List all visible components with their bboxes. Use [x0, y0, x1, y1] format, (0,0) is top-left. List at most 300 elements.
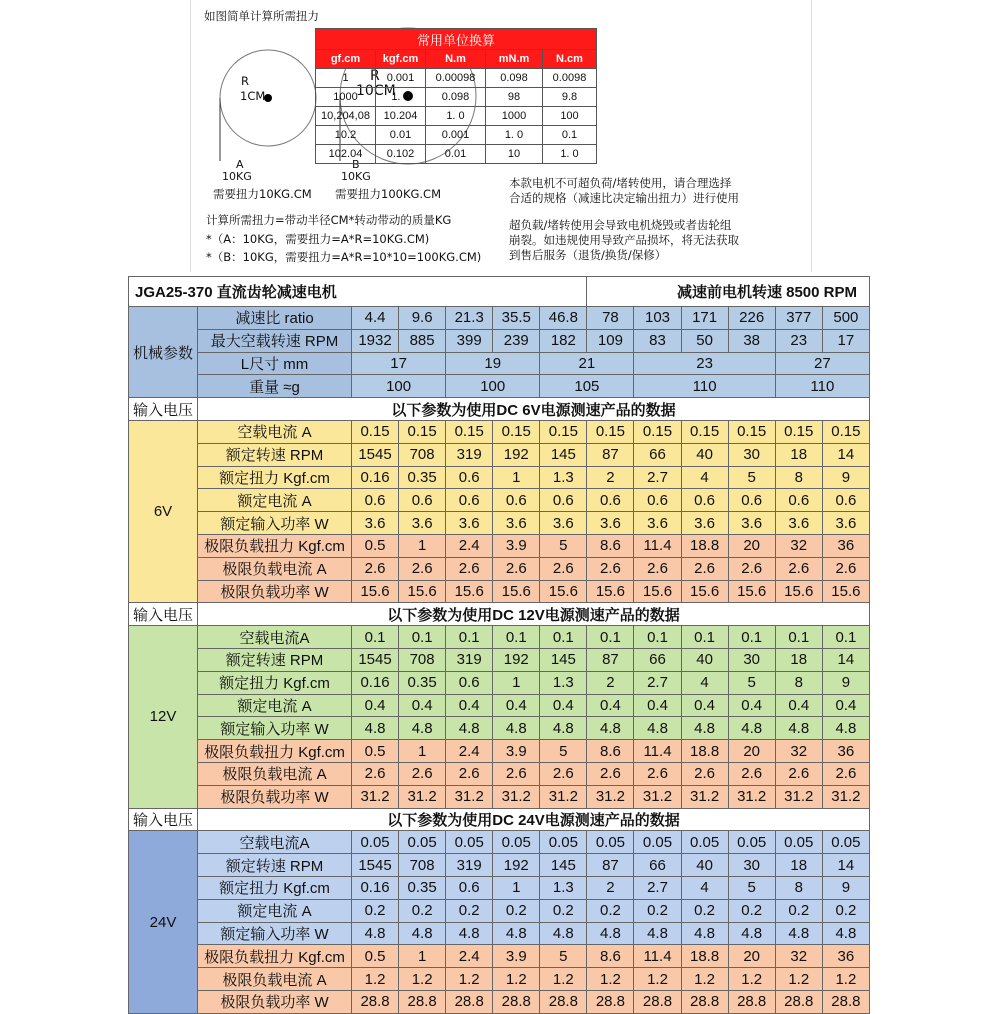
param-label: 额定扭力 Kgf.cm	[198, 671, 352, 694]
param-cell: 31.2	[399, 785, 446, 808]
right-weight-letter: B	[352, 158, 360, 171]
param-cell: 1	[399, 534, 446, 557]
param-cell: 1.3	[540, 876, 587, 899]
param-cell: 36	[822, 534, 869, 557]
param-cell: 28.8	[493, 990, 540, 1013]
ratio-label: 减速比 ratio	[198, 307, 352, 330]
unit-table-cell: 0.0098	[543, 69, 597, 88]
spec-table	[128, 276, 870, 1014]
param-label: 额定输入功率 W	[198, 922, 352, 945]
param-cell: 32	[775, 534, 822, 557]
param-cell: 15.6	[728, 580, 775, 603]
param-label: 极限负载扭力 Kgf.cm	[198, 534, 352, 557]
param-cell: 145	[540, 854, 587, 877]
table-row	[129, 694, 870, 717]
param-cell: 30	[728, 648, 775, 671]
table-row	[129, 762, 870, 785]
param-cell: 20	[728, 945, 775, 968]
param-cell: 15.6	[540, 580, 587, 603]
unit-table-cell: 0.001	[426, 126, 486, 145]
param-cell: 319	[446, 854, 493, 877]
param-cell: 0.2	[728, 899, 775, 922]
unit-table-cell: 1000	[486, 107, 543, 126]
unit-table-cell: 0.001	[376, 69, 426, 88]
table-row	[129, 489, 870, 512]
param-cell: 0.1	[493, 626, 540, 649]
param-cell: 0.4	[540, 694, 587, 717]
right-radius-label: 10CM	[356, 83, 396, 99]
param-cell: 3.6	[352, 512, 399, 535]
param-label: 额定电流 A	[198, 899, 352, 922]
param-cell: 0.6	[728, 489, 775, 512]
length-cell: 17	[352, 352, 446, 375]
noload-rpm-cell: 239	[493, 329, 540, 352]
param-cell: 0.05	[634, 831, 681, 854]
param-cell: 0.35	[399, 466, 446, 489]
param-cell: 2.6	[728, 557, 775, 580]
unit-table-header: mN.m	[486, 50, 543, 69]
param-cell: 2.4	[446, 945, 493, 968]
note-b: *（B：10KG，需要扭力=A*R=10*10=100KG.CM)	[206, 250, 482, 264]
param-cell: 0.05	[493, 831, 540, 854]
diagram-title: 如图简单计算所需扭力	[204, 9, 319, 23]
param-cell: 87	[587, 648, 634, 671]
param-cell: 8	[775, 466, 822, 489]
param-cell: 3.6	[728, 512, 775, 535]
param-cell: 0.6	[446, 671, 493, 694]
param-cell: 18	[775, 443, 822, 466]
param-cell: 1.3	[540, 671, 587, 694]
right-r-label: R	[370, 68, 380, 84]
param-cell: 40	[681, 648, 728, 671]
param-cell: 32	[775, 740, 822, 763]
param-cell: 4.8	[493, 922, 540, 945]
param-cell: 28.8	[540, 990, 587, 1013]
param-cell: 4.8	[399, 922, 446, 945]
param-cell: 3.6	[540, 512, 587, 535]
unit-table-cell: 10	[486, 145, 543, 164]
param-cell: 2.7	[634, 466, 681, 489]
table-row	[129, 420, 870, 443]
param-cell: 0.2	[681, 899, 728, 922]
param-cell: 0.4	[775, 694, 822, 717]
param-cell: 5	[728, 876, 775, 899]
param-cell: 15.6	[399, 580, 446, 603]
mech-params-label: 机械参数	[129, 307, 198, 398]
unit-table-header: gf.cm	[316, 50, 376, 69]
note-a: *（A：10KG，需要扭力=A*R=10KG.CM)	[206, 232, 430, 246]
param-label: 极限负载扭力 Kgf.cm	[198, 945, 352, 968]
rpm-title: 减速前电机转速 8500 RPM	[587, 277, 870, 307]
noload-rpm-cell: 109	[587, 329, 634, 352]
param-cell: 31.2	[446, 785, 493, 808]
warning-2-line-2: 崩裂。如违规使用导致产品损坏，将无法获取	[509, 233, 739, 247]
param-cell: 9	[822, 466, 869, 489]
weight-cell: 110	[634, 375, 775, 398]
param-cell: 0.1	[728, 626, 775, 649]
param-cell: 1.2	[493, 968, 540, 991]
param-cell: 3.9	[493, 945, 540, 968]
param-cell: 31.2	[587, 785, 634, 808]
param-cell: 1	[399, 740, 446, 763]
param-cell: 0.1	[446, 626, 493, 649]
param-cell: 28.8	[822, 990, 869, 1013]
param-cell: 0.05	[728, 831, 775, 854]
param-cell: 2.6	[681, 557, 728, 580]
ratio-cell: 4.4	[352, 307, 399, 330]
table-row	[129, 831, 870, 854]
param-label: 额定转速 RPM	[198, 854, 352, 877]
param-cell: 0.4	[728, 694, 775, 717]
param-cell: 1545	[352, 443, 399, 466]
param-cell: 2.6	[822, 557, 869, 580]
weight-cell: 105	[540, 375, 634, 398]
param-cell: 1.2	[775, 968, 822, 991]
param-cell: 2.6	[399, 557, 446, 580]
param-cell: 0.2	[540, 899, 587, 922]
table-row	[129, 968, 870, 991]
param-cell: 2	[587, 876, 634, 899]
param-cell: 1.2	[634, 968, 681, 991]
param-cell: 0.1	[352, 626, 399, 649]
param-cell: 0.15	[728, 420, 775, 443]
param-cell: 4.8	[446, 922, 493, 945]
param-cell: 2.7	[634, 876, 681, 899]
section-header-row	[129, 603, 870, 626]
param-cell: 0.4	[446, 694, 493, 717]
param-cell: 40	[681, 854, 728, 877]
param-label: 额定转速 RPM	[198, 443, 352, 466]
param-cell: 87	[587, 443, 634, 466]
unit-table-header: kgf.cm	[376, 50, 426, 69]
param-cell: 0.05	[681, 831, 728, 854]
left-weight-label: 10KG	[222, 170, 252, 183]
unit-table-cell: 0.01	[426, 145, 486, 164]
param-cell: 1.3	[540, 466, 587, 489]
noload-rpm-cell: 23	[775, 329, 822, 352]
param-cell: 0.05	[540, 831, 587, 854]
param-cell: 4.8	[822, 717, 869, 740]
param-cell: 28.8	[728, 990, 775, 1013]
param-cell: 9	[822, 876, 869, 899]
param-cell: 1545	[352, 648, 399, 671]
param-cell: 3.9	[493, 740, 540, 763]
ratio-cell: 9.6	[399, 307, 446, 330]
table-row	[129, 990, 870, 1013]
param-cell: 2.6	[587, 762, 634, 785]
param-cell: 32	[775, 945, 822, 968]
length-cell: 27	[775, 352, 869, 375]
param-label: 额定输入功率 W	[198, 512, 352, 535]
param-label: 极限负载功率 W	[198, 990, 352, 1013]
param-cell: 0.35	[399, 671, 446, 694]
param-cell: 8.6	[587, 534, 634, 557]
param-cell: 4.8	[446, 717, 493, 740]
param-cell: 36	[822, 740, 869, 763]
param-cell: 4	[681, 876, 728, 899]
unit-table-cell: 1	[316, 69, 376, 88]
param-cell: 4.8	[399, 717, 446, 740]
param-cell: 192	[493, 443, 540, 466]
param-cell: 0.15	[634, 420, 681, 443]
weight-cell: 100	[352, 375, 446, 398]
length-cell: 21	[540, 352, 634, 375]
unit-table-cell: 1. 0	[543, 145, 597, 164]
param-cell: 3.6	[399, 512, 446, 535]
param-cell: 0.2	[587, 899, 634, 922]
param-cell: 14	[822, 648, 869, 671]
param-cell: 2.6	[352, 557, 399, 580]
param-cell: 2	[587, 466, 634, 489]
param-cell: 31.2	[634, 785, 681, 808]
weight-cell: 110	[775, 375, 869, 398]
param-cell: 0.6	[446, 876, 493, 899]
warning-2-line-3: 到售后服务（退货/换货/保修）	[509, 248, 667, 262]
unit-conversion-table	[315, 28, 597, 164]
param-cell: 0.5	[352, 740, 399, 763]
param-cell: 8.6	[587, 945, 634, 968]
param-cell: 4.8	[681, 717, 728, 740]
param-cell: 4.8	[728, 717, 775, 740]
param-cell: 4.8	[728, 922, 775, 945]
param-cell: 1	[399, 945, 446, 968]
param-cell: 18.8	[681, 740, 728, 763]
param-cell: 2.6	[493, 557, 540, 580]
param-cell: 31.2	[352, 785, 399, 808]
table-row	[129, 945, 870, 968]
param-cell: 3.6	[775, 512, 822, 535]
param-cell: 2.4	[446, 740, 493, 763]
param-cell: 4	[681, 466, 728, 489]
param-cell: 0.1	[399, 626, 446, 649]
param-cell: 31.2	[681, 785, 728, 808]
param-cell: 0.15	[681, 420, 728, 443]
param-cell: 2.6	[540, 762, 587, 785]
param-cell: 2.6	[634, 557, 681, 580]
param-cell: 3.6	[587, 512, 634, 535]
table-row	[129, 443, 870, 466]
param-cell: 2.6	[775, 762, 822, 785]
ratio-cell: 78	[587, 307, 634, 330]
unit-table-cell: 10.204	[376, 107, 426, 126]
formula-text: 计算所需扭力=带动半径CM*转动带动的质量KG	[206, 213, 452, 227]
param-label: 空载电流 A	[198, 420, 352, 443]
param-cell: 8.6	[587, 740, 634, 763]
unit-table-cell: 1. 0	[486, 126, 543, 145]
param-cell: 2.6	[822, 762, 869, 785]
param-cell: 0.1	[540, 626, 587, 649]
table-row	[129, 740, 870, 763]
section-header-row	[129, 398, 870, 421]
param-cell: 2	[587, 671, 634, 694]
section-title: 以下参数为使用DC 12V电源测速产品的数据	[198, 603, 870, 626]
param-cell: 4.8	[775, 717, 822, 740]
param-label: 极限负载电流 A	[198, 557, 352, 580]
param-cell: 66	[634, 648, 681, 671]
table-row	[129, 557, 870, 580]
param-cell: 1	[493, 671, 540, 694]
param-cell: 0.5	[352, 945, 399, 968]
param-cell: 3.6	[446, 512, 493, 535]
param-cell: 0.05	[822, 831, 869, 854]
unit-table-cell: 98	[486, 88, 543, 107]
param-cell: 18.8	[681, 945, 728, 968]
param-cell: 5	[540, 534, 587, 557]
param-cell: 4.8	[352, 922, 399, 945]
param-cell: 0.2	[822, 899, 869, 922]
unit-table-cell: 9.8	[543, 88, 597, 107]
param-cell: 0.6	[446, 489, 493, 512]
param-cell: 4	[681, 671, 728, 694]
param-label: 额定电流 A	[198, 694, 352, 717]
input-voltage-label: 输入电压	[129, 398, 198, 421]
param-cell: 5	[540, 740, 587, 763]
unit-table-row	[316, 69, 597, 88]
right-caption: 需要扭力100KG.CM	[335, 187, 442, 201]
param-cell: 0.15	[493, 420, 540, 443]
param-cell: 0.15	[446, 420, 493, 443]
param-label: 额定电流 A	[198, 489, 352, 512]
param-cell: 15.6	[775, 580, 822, 603]
param-cell: 4.8	[634, 922, 681, 945]
param-cell: 0.05	[352, 831, 399, 854]
param-cell: 0.15	[587, 420, 634, 443]
param-cell: 0.6	[446, 466, 493, 489]
param-cell: 1.2	[540, 968, 587, 991]
table-row	[129, 648, 870, 671]
param-cell: 192	[493, 648, 540, 671]
param-cell: 0.15	[540, 420, 587, 443]
param-cell: 15.6	[587, 580, 634, 603]
param-cell: 0.16	[352, 671, 399, 694]
table-row	[129, 512, 870, 535]
param-cell: 2.6	[446, 557, 493, 580]
ratio-cell: 21.3	[446, 307, 493, 330]
table-row	[129, 307, 870, 330]
param-label: 极限负载功率 W	[198, 580, 352, 603]
table-row	[129, 534, 870, 557]
param-cell: 0.2	[446, 899, 493, 922]
param-cell: 5	[540, 945, 587, 968]
unit-table-cell: 102.04	[316, 145, 376, 164]
left-radius-label: 1CM	[240, 89, 266, 103]
param-cell: 20	[728, 740, 775, 763]
param-cell: 3.6	[681, 512, 728, 535]
param-cell: 4.8	[540, 922, 587, 945]
param-label: 空载电流A	[198, 626, 352, 649]
param-cell: 5	[728, 671, 775, 694]
param-cell: 3.6	[634, 512, 681, 535]
param-cell: 11.4	[634, 945, 681, 968]
param-cell: 2.6	[775, 557, 822, 580]
param-cell: 2.6	[446, 762, 493, 785]
weight-cell: 100	[446, 375, 540, 398]
param-cell: 30	[728, 443, 775, 466]
unit-table-header-row	[316, 50, 597, 69]
param-label: 空载电流A	[198, 831, 352, 854]
param-cell: 708	[399, 854, 446, 877]
param-cell: 1	[493, 876, 540, 899]
param-cell: 5	[728, 466, 775, 489]
unit-table-cell: 0.102	[376, 145, 426, 164]
param-cell: 4.8	[822, 922, 869, 945]
param-cell: 1.2	[681, 968, 728, 991]
param-cell: 0.6	[352, 489, 399, 512]
param-cell: 31.2	[540, 785, 587, 808]
unit-table-cell: 100	[543, 107, 597, 126]
param-cell: 14	[822, 443, 869, 466]
param-cell: 31.2	[728, 785, 775, 808]
param-cell: 15.6	[822, 580, 869, 603]
param-cell: 66	[634, 854, 681, 877]
param-cell: 4.8	[775, 922, 822, 945]
param-cell: 15.6	[634, 580, 681, 603]
param-cell: 28.8	[681, 990, 728, 1013]
param-cell: 0.15	[775, 420, 822, 443]
unit-table-cell: 10,204,08	[316, 107, 376, 126]
param-cell: 0.4	[352, 694, 399, 717]
param-cell: 1.2	[352, 968, 399, 991]
param-cell: 4.8	[352, 717, 399, 740]
param-cell: 31.2	[493, 785, 540, 808]
param-cell: 0.35	[399, 876, 446, 899]
param-cell: 1.2	[728, 968, 775, 991]
section-title: 以下参数为使用DC 24V电源测速产品的数据	[198, 808, 870, 831]
param-cell: 2.6	[681, 762, 728, 785]
param-cell: 0.05	[587, 831, 634, 854]
noload-rpm-cell: 182	[540, 329, 587, 352]
param-cell: 18.8	[681, 534, 728, 557]
param-cell: 2.6	[728, 762, 775, 785]
table-row	[129, 352, 870, 375]
param-cell: 28.8	[775, 990, 822, 1013]
unit-table-cell: 0.098	[486, 69, 543, 88]
param-cell: 28.8	[399, 990, 446, 1013]
param-cell: 1.2	[446, 968, 493, 991]
param-cell: 0.4	[681, 694, 728, 717]
param-cell: 1.2	[399, 968, 446, 991]
param-cell: 0.5	[352, 534, 399, 557]
ratio-cell: 171	[681, 307, 728, 330]
param-cell: 2.6	[634, 762, 681, 785]
param-cell: 0.4	[493, 694, 540, 717]
table-row	[129, 899, 870, 922]
param-cell: 1.2	[822, 968, 869, 991]
param-cell: 0.16	[352, 876, 399, 899]
param-cell: 15.6	[493, 580, 540, 603]
param-cell: 0.05	[399, 831, 446, 854]
weight-label: 重量 ≈g	[198, 375, 352, 398]
param-cell: 11.4	[634, 534, 681, 557]
param-cell: 28.8	[587, 990, 634, 1013]
param-cell: 8	[775, 671, 822, 694]
param-cell: 0.6	[493, 489, 540, 512]
param-cell: 319	[446, 648, 493, 671]
param-label: 额定扭力 Kgf.cm	[198, 876, 352, 899]
model-title: JGA25-370 直流齿轮减速电机	[129, 277, 587, 307]
unit-table-title-row	[316, 29, 597, 50]
param-cell: 30	[728, 854, 775, 877]
param-cell: 2.7	[634, 671, 681, 694]
param-label: 额定扭力 Kgf.cm	[198, 466, 352, 489]
param-cell: 28.8	[446, 990, 493, 1013]
param-cell: 2.6	[352, 762, 399, 785]
param-cell: 2.6	[399, 762, 446, 785]
voltage-label-v12: 12V	[129, 626, 198, 808]
warning-1-line-2: 合适的规格（减速比决定输出扭力）进行使用	[509, 191, 739, 205]
table-row	[129, 717, 870, 740]
param-cell: 66	[634, 443, 681, 466]
